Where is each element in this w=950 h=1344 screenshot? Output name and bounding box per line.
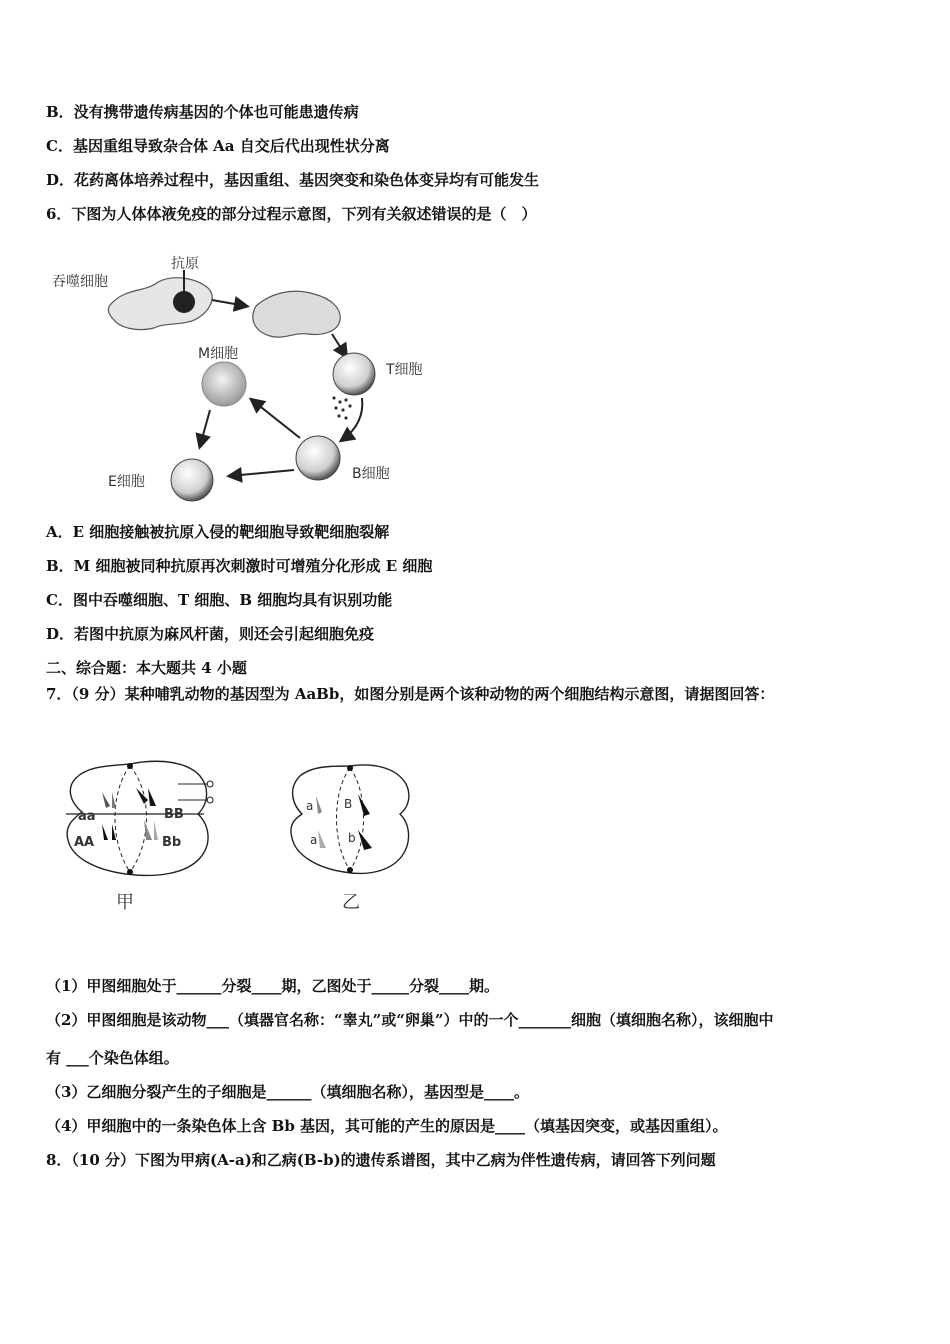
label-jia: 甲 — [116, 892, 134, 913]
label-Bb: Bb — [162, 835, 182, 850]
b-cell — [296, 436, 340, 480]
antigen-particle — [173, 291, 195, 313]
t-cell — [333, 353, 375, 395]
lymphokine-dots — [332, 396, 351, 419]
q5-option-c: C．基因重组导致杂合体 Aa 自交后代出现性状分离 — [46, 137, 390, 155]
processed-antigen-cell — [253, 291, 340, 337]
m-cell — [202, 362, 246, 406]
q6-option-d: D．若图中抗原为麻风杆菌，则还会引起细胞免疫 — [46, 625, 375, 643]
q7-sub2-line2: 有 ___个染色体组。 — [46, 1049, 179, 1067]
t-cell-label: T细胞 — [386, 362, 423, 378]
label-BB: BB — [164, 807, 184, 822]
q6-option-b: B．M 细胞被同种抗原再次刺激时可增殖分化形成 E 细胞 — [46, 557, 433, 575]
q6-option-c: C．图中吞噬细胞、T 细胞、B 细胞均具有识别功能 — [46, 591, 393, 609]
e-cell-label: E细胞 — [108, 474, 145, 490]
phagocyte-cell — [108, 278, 212, 330]
q7-sub3: （3）乙细胞分裂产生的子细胞是______（填细胞名称），基因型是____。 — [46, 1083, 529, 1101]
b-cell-label: B细胞 — [352, 466, 390, 482]
q6-option-a: A．E 细胞接触被抗原入侵的靶细胞导致靶细胞裂解 — [46, 523, 390, 541]
cell-division-figure — [60, 752, 430, 922]
q7-sub4: （4）甲细胞中的一条染色体上含 Bb 基因，其可能的产生的原因是____（填基因突变，或基因重组）。 — [46, 1117, 728, 1135]
phagocyte-label: 吞噬细胞 — [52, 274, 108, 290]
label-AA: AA — [74, 835, 95, 850]
q5-option-d: D．花药离体培养过程中，基因重组、基因突变和染色体变异均有可能发生 — [46, 171, 540, 189]
q6-stem: 6．下图为人体体液免疫的部分过程示意图，下列有关叙述错误的是（ ） — [46, 205, 537, 223]
q5-option-b: B．没有携带遗传病基因的个体也可能患遗传病 — [46, 103, 359, 121]
label-yi-b: b — [348, 831, 356, 845]
label-yi-a1: a — [306, 799, 314, 813]
q7-sub1: （1）甲图细胞处于______分裂____期，乙图处于_____分裂____期。 — [46, 977, 499, 995]
m-cell-label: M细胞 — [198, 346, 239, 362]
label-yi-B: B — [344, 797, 353, 811]
immune-response-figure — [46, 248, 466, 510]
q7-sub2-line1: （2）甲图细胞是该动物___（填器官名称：“睾丸”或“卵巢”）中的一个_______细胞（填细胞名称），该细胞中 — [46, 1011, 774, 1029]
label-yi: 乙 — [342, 892, 360, 913]
antigen-label: 抗原 — [171, 256, 199, 272]
e-cell — [171, 459, 213, 501]
label-yi-a2: a — [310, 833, 318, 847]
label-aa: aa — [78, 809, 96, 824]
q8-stem: 8．（10 分）下图为甲病(A-a)和乙病(B-b)的遗传系谱图，其中乙病为伴性遗传病，请回答下列问题 — [46, 1151, 716, 1169]
q7-stem: 7．（9 分）某种哺乳动物的基因型为 AaBb，如图分别是两个该种动物的两个细胞结构示意图，请据图回答： — [46, 685, 775, 703]
section-title: 二、综合题：本大题共 4 小题 — [46, 659, 247, 677]
cell-yi — [291, 765, 409, 873]
